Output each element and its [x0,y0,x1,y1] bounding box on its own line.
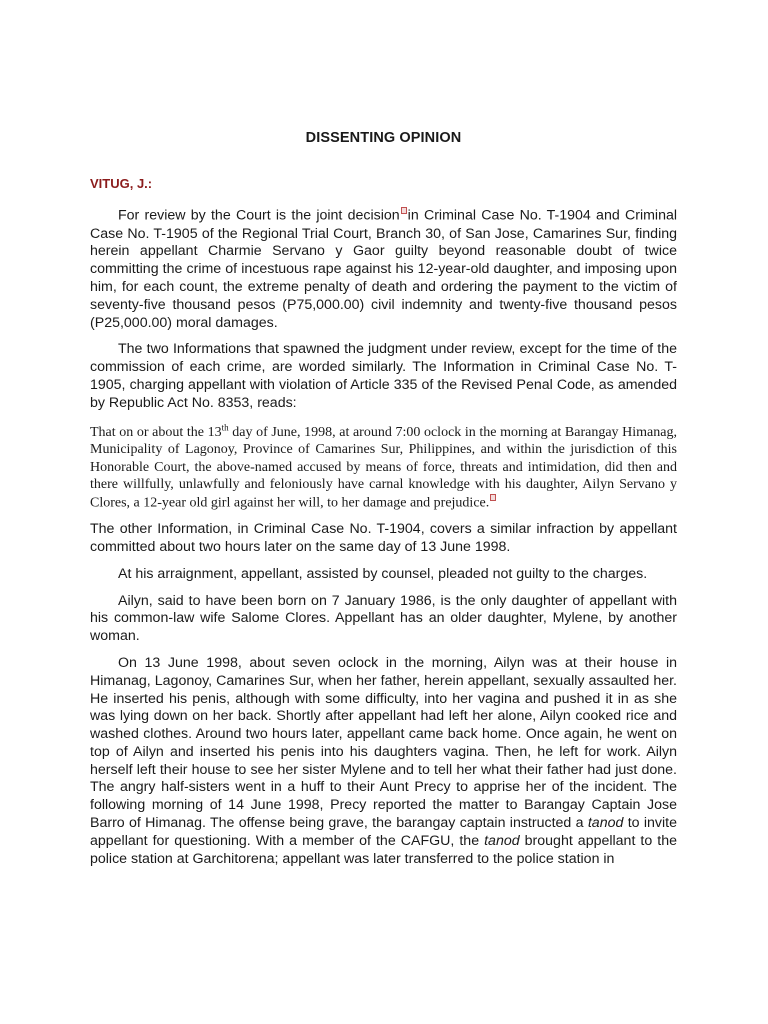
information-quote [90,421,677,513]
paragraph-6-part-b: to invite appellant for questioning. With a member of the CAFGU, the [90,815,677,849]
page-title: DISSENTING OPINION [305,130,462,146]
tanod-term-2: tanod [484,832,520,849]
paragraph-6-part-c: brought appellant to the police station at Garchitorena; appellant was later transferred to the police station in [90,832,677,867]
paragraph-1-rest: in Criminal Case No. T-1904 and Criminal Case No. T-1905 of the Regional Trial Court, Branch 30, of San Jose, Camarines Sur, finding herein appellant Charmie Servano y Gaor guilty beyond reasonable doubt of twice committing the crime of incestuous rape against his 12-year-old daughter, and imposing upon him, for each count, the extreme penalty of death and ordering the payment to the victim of seventy-five thousand pesos (P75,000.00) civil indemnity and twenty-five thousand pesos (P25,000.00) moral damages. [90,207,677,331]
document-body [90,207,677,868]
tanod-term-1: tanod [587,815,624,832]
paragraph-2: The two Informations that spawned the judgment under review, except for the time of the commission of each crime, are worded similarly. The Information in Criminal Case No. T-1905, charging appellant with violation of Article 335 of the Revised Penal Code, as amended by Republic Act No. 8353, reads: [90,341,677,411]
paragraph-3: The other Information, in Criminal Case No. T-1904, covers a similar infraction by appellant committed about two hours later on the same day of 13 June 1998. [90,521,677,555]
paragraph-6-part-a: On 13 June 1998, about seven oclock in the morning, Ailyn was at their house in Himanag, Lagonoy, Camarines Sur, when her father, herein appellant, sexually assaulted her. He inserted his penis, although with some difficulty, into her vagina and pushed it in as she was lying down on her back. Shortly after appellant had left her alone, Ailyn cooked rice and washed clothes. Around two hours later, appellant came back home. Once again, he went on top of Ailyn and inserted his penis into his daughters vagina. Then, he left for work. Ailyn herself left their house to see her sister Mylene and to tell her what their father had just done. The angry half-sisters went in a huff to their Aunt Precy to apprise her of the incident. The following morning of 14 June 1998, Precy reported the matter to Barangay Captain Jose Barro of Himanag. The offense being grave, the barangay captain instructed a [90,654,677,832]
footnote-1-icon[interactable] [401,207,407,214]
paragraph-5: Ailyn, said to have been born on 7 January 1986, is the only daughter of appellant with his common-law wife Salome Clores. Appellant has an older daughter, Mylene, by another woman. [90,592,677,645]
paragraph-1-start: For review by the Court is the joint decision [118,207,400,224]
footnote-2-icon[interactable] [490,494,496,501]
quote-superscript: th [221,421,229,432]
quote-rest: day of June, 1998, at around 7:00 oclock in the morning at Barangay Himanag, Municipality of Lagonoy, Province of Camarines Sur, Philippines, and within the jurisdiction of this Honorable Court, the above-named accused by means of force, threats and intimidation, did then and there willfully, unlawfully and feloniously have carnal knowledge with his daughter, Ailyn Servano y Clores, a 12-year old girl against her will, to her damage and prejudice. [90,424,677,511]
paragraph-6 [90,655,677,869]
paragraph-4: At his arraignment, appellant, assisted by counsel, pleaded not guilty to the charges. [118,565,648,582]
author-name: VITUG, J.: [90,176,153,191]
paragraph-1 [90,207,677,332]
quote-start: That on or about the 13 [90,424,222,440]
